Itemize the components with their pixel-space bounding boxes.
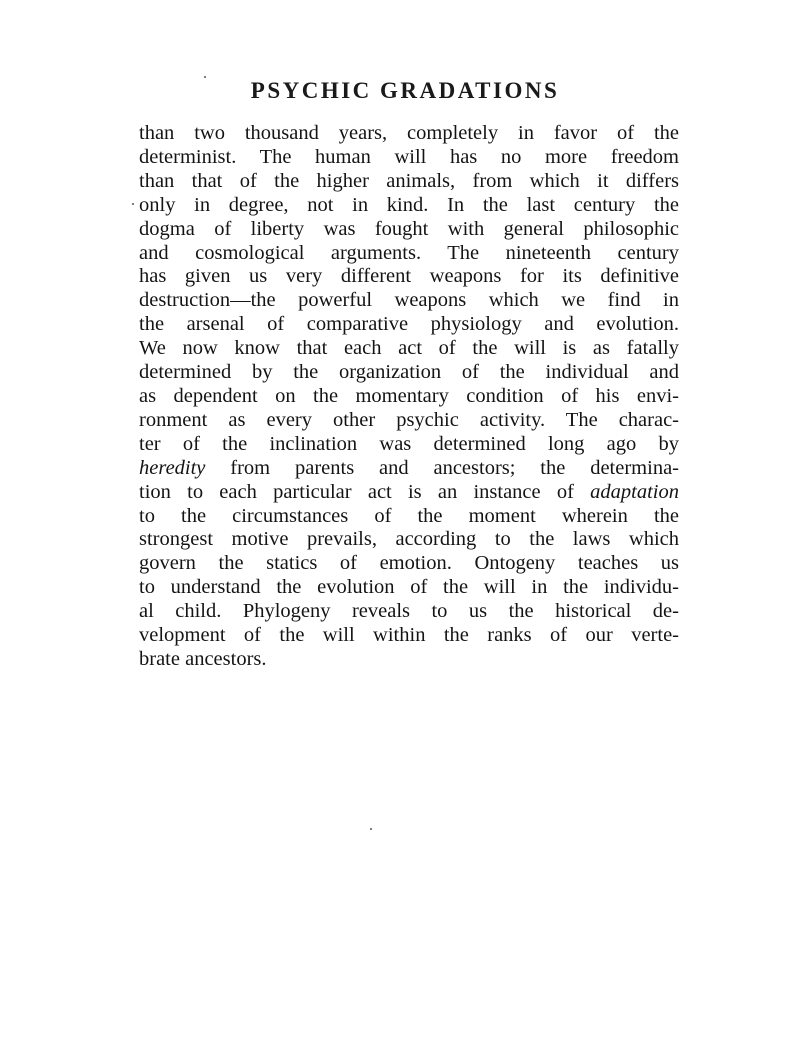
text-line: velopment of the will within the ranks of our verte- [139,624,679,647]
text-line: ter of the inclination was determined long ago by [139,432,679,455]
text-line: only in degree, not in kind. In the last century the [139,193,679,216]
text-line: govern the statics of emotion. Ontogeny teaches us [139,552,679,575]
text-line: and cosmological arguments. The nineteenth century [139,241,679,264]
text-line: destruction—the powerful weapons which we find in [139,289,679,312]
ink-speck [132,203,134,205]
body-paragraph [139,122,679,672]
text-line: to understand the evolution of the will in the individu- [139,576,679,599]
text-line: as dependent on the momentary condition of his envi- [139,384,679,407]
text-line: ronment as every other psychic activity. The charac- [139,408,679,431]
text-line: strongest motive prevails, according to the laws which [139,528,679,551]
text-line: has given us very different weapons for its definitive [139,265,679,288]
italic-term: adaptation [590,480,679,503]
running-head: PSYCHIC GRADATIONS [250,78,560,103]
text-line: determined by the organization of the individual and [139,361,679,384]
ink-speck [204,76,206,78]
text-line: dogma of liberty was fought with general philosophic [139,217,679,240]
line-text: from parents and ancestors; the determina- [205,456,679,479]
text-line: brate ancestors. [139,647,267,670]
text-line [139,457,679,481]
italic-term: heredity [139,456,206,479]
text-line: to the circumstances of the moment wherein the [139,504,679,527]
text-line: the arsenal of comparative physiology and evolution. [139,313,679,336]
text-line: determinist. The human will has no more freedom [139,145,679,168]
text-line: than that of the higher animals, from which it differs [139,169,679,192]
text-line [139,481,679,505]
text-line: al child. Phylogeny reveals to us the historical de- [139,600,679,623]
line-text: tion to each particular act is an instance of [139,480,591,503]
ink-speck [370,828,372,830]
text-line: We now know that each act of the will is as fatally [139,337,679,360]
text-line: than two thousand years, completely in favor of the [139,122,679,144]
